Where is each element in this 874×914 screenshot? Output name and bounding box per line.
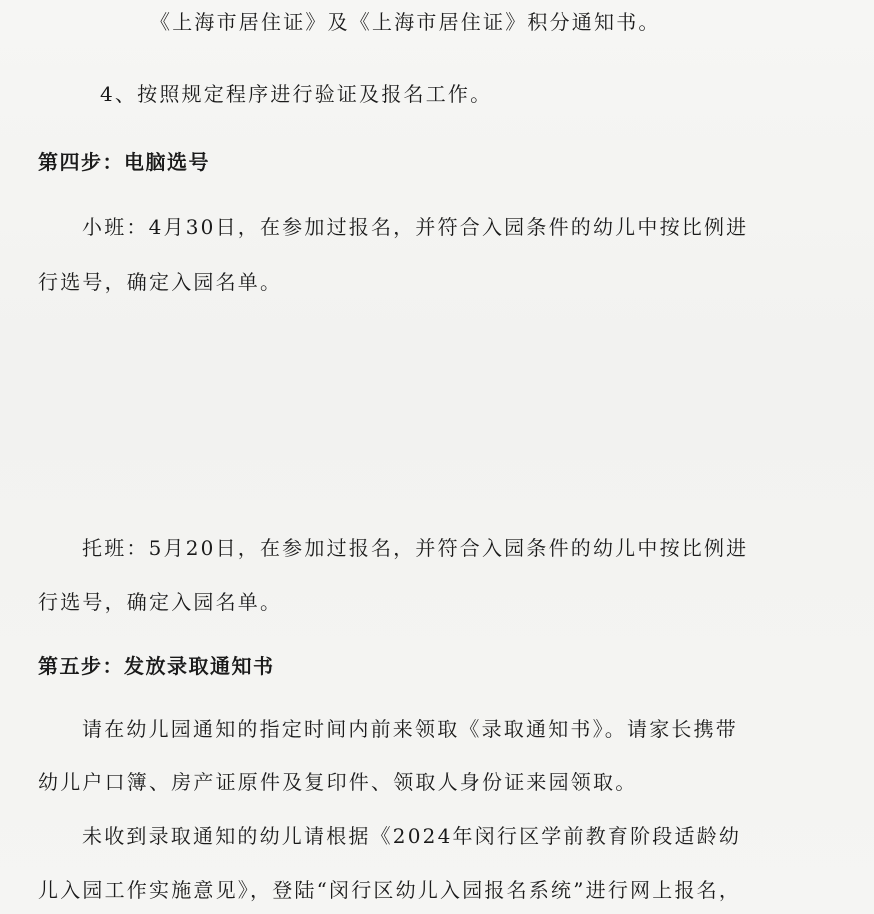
section-heading: 第五步：发放录取通知书 [38,654,275,678]
paragraph-line: 托班：5月20日，在参加过报名，并符合入园条件的幼儿中按比例进 [82,536,749,560]
paragraph-line: 儿入园工作实施意见》，登陆“闵行区幼儿入园报名系统”进行网上报名， [38,878,742,902]
paragraph-line: 幼儿户口簿、房产证原件及复印件、领取人身份证来园领取。 [38,770,638,794]
section-heading: 第四步：电脑选号 [38,150,210,174]
paragraph-line: 行选号，确定入园名单。 [38,590,283,614]
paragraph-line: 《上海市居住证》及《上海市居住证》积分通知书。 [150,10,661,34]
paragraph-line: 小班：4月30日，在参加过报名，并符合入园条件的幼儿中按比例进 [82,215,749,239]
paragraph-line: 4、按照规定程序进行验证及报名工作。 [100,82,493,106]
paragraph-line: 请在幼儿园通知的指定时间内前来领取《录取通知书》。请家长携带 [82,717,738,741]
paragraph-line: 未收到录取通知的幼儿请根据《2024年闵行区学前教育阶段适龄幼 [82,824,742,848]
paragraph-line: 行选号，确定入园名单。 [38,270,283,294]
